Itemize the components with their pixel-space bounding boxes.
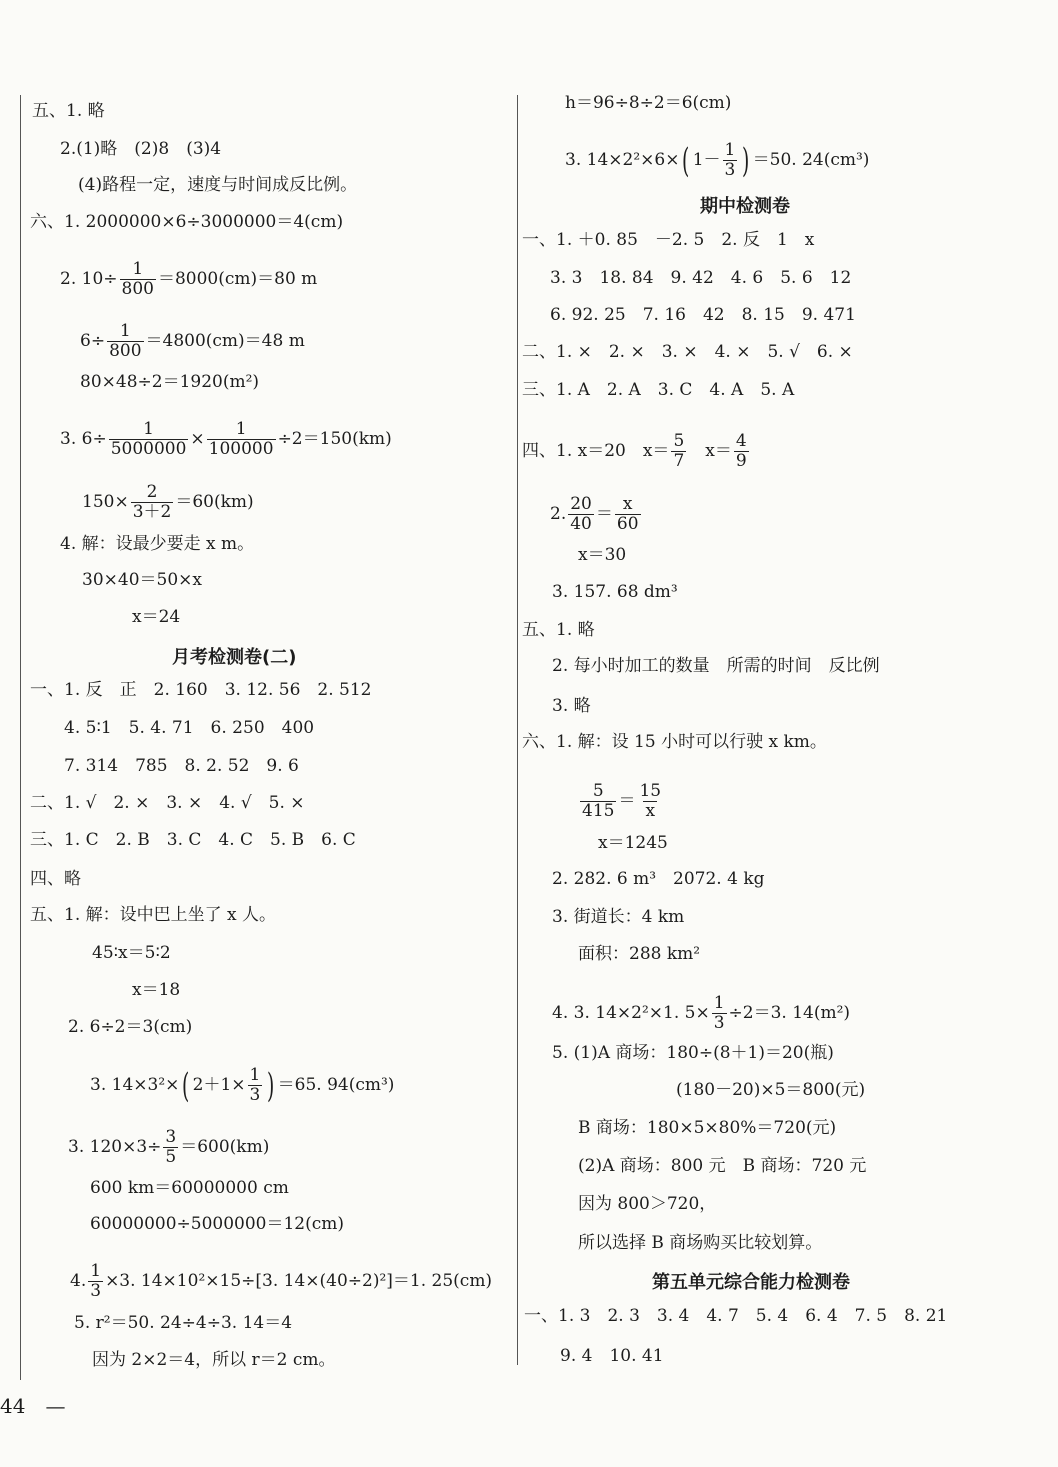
answer-line: 5. r²＝50. 24÷4÷3. 14＝4 — [74, 1313, 293, 1333]
answer-line: x＝18 — [132, 980, 181, 1000]
answer-line: 因为 2×2＝4，所以 r＝2 cm。 — [92, 1350, 336, 1370]
fraction-line: 四、1. x＝20 x＝ $\frac{5}{7}$ x＝ $\frac{4}{9}$ — [522, 431, 747, 471]
answer-line: 二、1. √ 2. × 3. × 4. √ 5. × — [30, 793, 305, 813]
answer-line: 一、1. 反 正 2. 160 3. 12. 56 2. 512 — [30, 680, 372, 700]
answer-line: 7. 314 785 8. 2. 52 9. 6 — [64, 756, 299, 776]
answer-line: (180－20)×5＝800(元) — [676, 1080, 866, 1100]
answer-line: 3. 3 18. 84 9. 42 4. 6 5. 6 12 — [550, 268, 852, 288]
answer-line: 60000000÷5000000＝12(cm) — [90, 1214, 345, 1234]
fraction-line: 6÷ $\frac{1}{800}$ ＝4800(cm)＝48 m — [80, 321, 305, 361]
answer-line: 5. (1)A 商场：180÷(8＋1)＝20(瓶) — [552, 1043, 834, 1063]
answer-line: x＝30 — [578, 545, 627, 565]
fraction-line: $\frac{5}{415}$ ＝ $\frac{15}{x}$ — [582, 781, 662, 821]
answer-line: 一、1. ＋0. 85 －2. 5 2. 反 1 x — [522, 230, 815, 250]
answer-line: (2)A 商场：800 元 B 商场：720 元 — [578, 1156, 867, 1176]
answer-line: 五、1. 略 — [522, 620, 595, 640]
answer-line: 3. 略 — [552, 696, 591, 716]
answer-line: 4. 解：设最少要走 x m。 — [60, 534, 255, 554]
answer-line: 三、1. A 2. A 3. C 4. A 5. A — [522, 380, 795, 400]
answer-line: 一、1. 3 2. 3 3. 4 4. 7 5. 4 6. 4 7. 5 8. 21 — [524, 1306, 948, 1326]
fraction-line: 3. 120×3÷ $\frac{3}{5}$ ＝600(km) — [68, 1127, 270, 1167]
answer-line: 六、1. 2000000×6÷3000000＝4(cm) — [30, 212, 344, 232]
fraction-line: 150× $\frac{2}{3+2}$ ＝60(km) — [82, 482, 254, 522]
answer-line: 4. 5∶1 5. 4. 71 6. 250 400 — [64, 718, 315, 738]
section-title: 期中检测卷 — [700, 196, 790, 217]
answer-line: 2. 6÷2＝3(cm) — [68, 1017, 193, 1037]
answer-line: x＝24 — [132, 607, 181, 627]
answer-line: 因为 800＞720， — [578, 1194, 717, 1214]
answer-line: (4)路程一定，速度与时间成反比例。 — [78, 175, 358, 195]
section-title: 月考检测卷(二) — [172, 647, 297, 668]
fraction-line: 3. 6÷ $\frac{1}{5000000}$ × $\frac{1}{100000}$ ÷2＝150(km) — [60, 419, 392, 459]
answer-line: 六、1. 解：设 15 小时可以行驶 x km。 — [522, 732, 827, 752]
answer-line: 二、1. × 2. × 3. × 4. × 5. √ 6. × — [522, 342, 853, 362]
answer-line: 2.(1)略 (2)8 (3)4 — [60, 139, 222, 159]
fraction-line: 2. 10÷ $\frac{1}{800}$ ＝8000(cm)＝80 m — [60, 259, 318, 299]
answer-line: 45∶x＝5∶2 — [92, 943, 171, 963]
fraction-line: 4. 3. 14×2²×1. 5× $\frac{1}{3}$ ÷2＝3. 14(m²) — [552, 993, 851, 1033]
answer-line: 四、略 — [30, 869, 81, 889]
left-margin-rule — [20, 95, 21, 1380]
answer-line: h＝96÷8÷2＝6(cm) — [565, 93, 732, 113]
fraction-line: 3. 14×3²×( 2＋1× $\frac{1}{3}$ ) ＝65. 94(cm³) — [90, 1065, 395, 1106]
answer-line: 三、1. C 2. B 3. C 4. C 5. B 6. C — [30, 830, 356, 850]
fraction-line: 2. $\frac{20}{40}$ ＝ $\frac{x}{60}$ — [550, 494, 639, 534]
answer-line: 面积：288 km² — [578, 944, 701, 964]
answer-line: 2. 每小时加工的数量 所需的时间 反比例 — [552, 656, 880, 676]
section-title: 第五单元综合能力检测卷 — [652, 1272, 850, 1293]
answer-line: 3. 157. 68 dm³ — [552, 582, 678, 602]
answer-line: 所以选择 B 商场购买比较划算。 — [578, 1233, 823, 1253]
answer-line: 2. 282. 6 m³ 2072. 4 kg — [552, 869, 765, 889]
answer-line: 五、1. 略 — [32, 101, 105, 121]
column-divider — [517, 95, 518, 1365]
answer-line: 30×40＝50×x — [82, 570, 202, 590]
answer-line: x＝1245 — [598, 833, 668, 853]
fraction-line: 4. $\frac{1}{3}$ ×3. 14×10²×15÷[3. 14×(40÷2)²]＝1. 25(cm) — [70, 1261, 493, 1301]
answer-line: 9. 4 10. 41 — [560, 1346, 664, 1366]
answer-line: 600 km＝60000000 cm — [90, 1178, 289, 1198]
answer-line: 6. 92. 25 7. 16 42 8. 15 9. 471 — [550, 305, 856, 325]
answer-line: B 商场：180×5×80%＝720(元) — [578, 1118, 837, 1138]
answer-line: 3. 街道长：4 km — [552, 907, 685, 927]
page-number: 44 — — [0, 1394, 66, 1418]
answer-line: 80×48÷2＝1920(m²) — [80, 372, 260, 392]
fraction-line: 3. 14×2²×6×( 1－ $\frac{1}{3}$ ) ＝50. 24(cm³) — [565, 140, 870, 181]
answer-line: 五、1. 解：设中巴上坐了 x 人。 — [30, 905, 277, 925]
